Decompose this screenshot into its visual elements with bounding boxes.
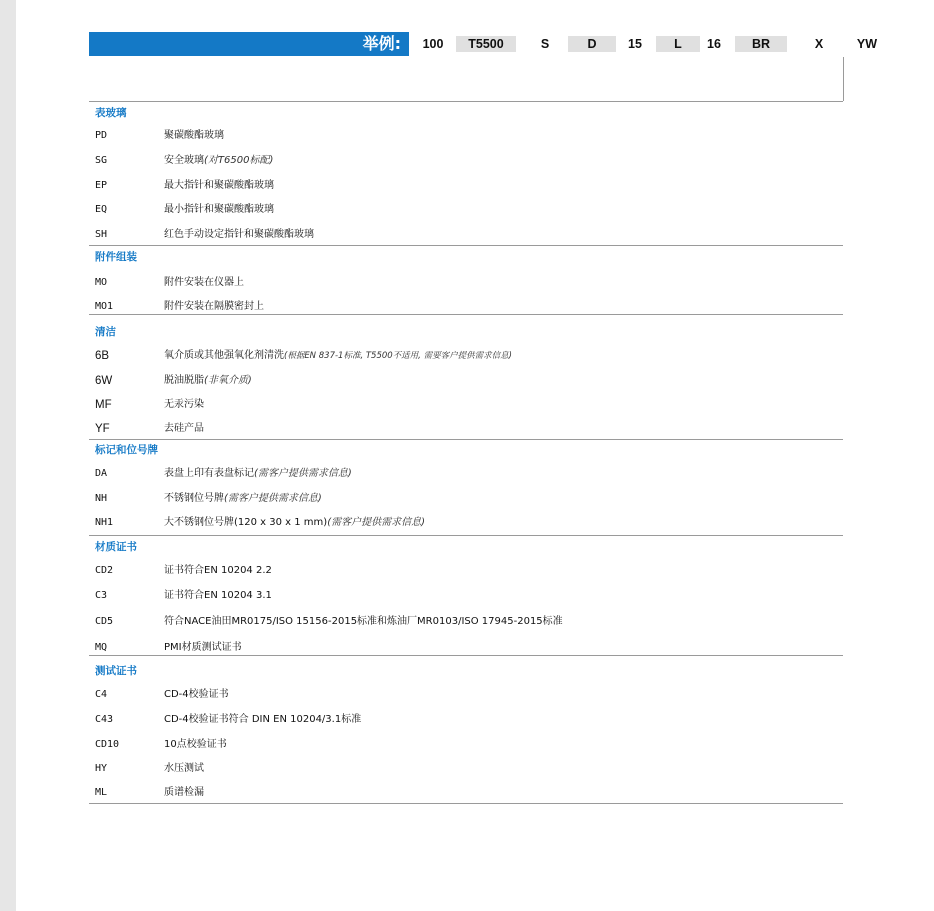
header-divider xyxy=(89,101,843,102)
example-label-bar xyxy=(89,32,409,56)
section-divider xyxy=(89,803,843,804)
option-desc-text: 附件安装在隔膜密封上 xyxy=(164,301,264,312)
option-code: MF xyxy=(95,399,112,411)
option-code: 6B xyxy=(95,350,110,362)
option-desc-text: 氧介质或其他强氧化剂清洗 xyxy=(164,350,284,361)
option-code: MO1 xyxy=(95,301,114,312)
option-code: NH1 xyxy=(95,517,114,528)
option-code: EQ xyxy=(95,204,108,215)
option-code: 6W xyxy=(95,375,113,387)
section-title-cleaning: 清洁 xyxy=(95,326,116,338)
option-desc xyxy=(164,516,425,530)
option-code: MQ xyxy=(95,642,108,653)
code-s: S xyxy=(540,37,550,51)
option-desc-text: 表盘上印有表盘标记 xyxy=(164,468,254,479)
section-title-test-cert: 测试证书 xyxy=(95,665,137,677)
option-desc-text: PMI材质测试证书 xyxy=(164,642,242,653)
option-desc xyxy=(164,615,563,629)
option-desc xyxy=(164,589,272,603)
option-desc xyxy=(164,398,204,412)
section-divider xyxy=(89,314,843,315)
code-16: 16 xyxy=(707,37,721,51)
option-desc xyxy=(164,179,274,193)
option-desc xyxy=(164,564,272,578)
section-divider xyxy=(89,535,843,536)
code-d: D xyxy=(568,36,616,52)
option-desc-text: 最小指针和聚碳酸酯玻璃 xyxy=(164,204,274,215)
section-divider xyxy=(89,655,843,656)
option-code: ML xyxy=(95,787,108,798)
option-note: (需客户提供需求信息) xyxy=(254,468,352,479)
option-desc-text: 符合NACE油田MR0175/ISO 15156-2015标准和炼油厂MR0103/ISO 17945-2015标准 xyxy=(164,616,563,627)
option-desc xyxy=(164,374,252,388)
option-desc-text: CD-4校验证书符合 DIN EN 10204/3.1标准 xyxy=(164,714,362,725)
option-note: (非氧介质) xyxy=(204,375,252,386)
section-title-marking: 标记和位号牌 xyxy=(95,444,158,456)
option-desc xyxy=(164,641,242,655)
option-desc xyxy=(164,203,274,217)
option-desc-text: 红色手动设定指针和聚碳酸酯玻璃 xyxy=(164,229,314,240)
code-l: L xyxy=(656,36,700,52)
option-code: CD5 xyxy=(95,616,114,627)
example-label: 举例: xyxy=(362,34,401,53)
option-desc-text: CD-4校验证书 xyxy=(164,689,229,700)
option-code: CD10 xyxy=(95,739,120,750)
option-desc-text: 脱油脱脂 xyxy=(164,375,204,386)
option-code: NH xyxy=(95,493,108,504)
option-desc-text: 证书符合EN 10204 3.1 xyxy=(164,590,272,601)
option-desc-text: 附件安装在仪器上 xyxy=(164,277,244,288)
code-range: 100 xyxy=(422,37,444,51)
code-yw: YW xyxy=(856,37,878,51)
option-desc xyxy=(164,422,204,436)
section-divider xyxy=(89,245,843,246)
option-note: (需客户提供需求信息) xyxy=(327,517,426,528)
option-desc xyxy=(164,129,224,143)
option-note: (根据EN 837-1标准, T5500不适用, 需要客户提供需求信息) xyxy=(284,351,512,361)
section-title-accessory: 附件组装 xyxy=(95,251,137,263)
option-code: DA xyxy=(95,468,108,479)
option-code: SG xyxy=(95,155,108,166)
option-desc-text: 去硅产品 xyxy=(164,423,204,434)
option-desc-text: 最大指针和聚碳酸酯玻璃 xyxy=(164,180,274,191)
option-desc-text: 不锈钢位号牌 xyxy=(164,493,224,504)
option-desc xyxy=(164,762,204,776)
option-desc-text: 无汞污染 xyxy=(164,399,204,410)
option-code: SH xyxy=(95,229,108,240)
left-margin-strip xyxy=(0,0,16,911)
option-desc xyxy=(164,713,361,727)
option-code: C4 xyxy=(95,689,108,700)
option-desc-text: 10点校验证书 xyxy=(164,739,227,750)
option-desc-text: 水压测试 xyxy=(164,763,204,774)
option-code: PD xyxy=(95,130,108,141)
code-x: X xyxy=(814,37,824,51)
section-title-material-cert: 材质证书 xyxy=(95,541,137,553)
option-desc-text: 聚碳酸酯玻璃 xyxy=(164,130,224,141)
option-desc xyxy=(164,349,512,363)
header-vertical-divider xyxy=(843,57,844,101)
option-code: C3 xyxy=(95,590,108,601)
option-desc xyxy=(164,300,264,314)
option-note: (需客户提供需求信息) xyxy=(224,493,322,504)
option-desc-text: 证书符合EN 10204 2.2 xyxy=(164,565,272,576)
option-desc xyxy=(164,276,244,290)
option-desc xyxy=(164,786,204,800)
option-code: CD2 xyxy=(95,565,114,576)
option-desc-text: 大不锈钢位号牌(120 x 30 x 1 mm) xyxy=(164,517,328,528)
option-code: EP xyxy=(95,180,108,191)
option-code: C43 xyxy=(95,714,114,725)
code-br: BR xyxy=(735,36,787,52)
option-code: HY xyxy=(95,763,108,774)
option-desc xyxy=(164,738,227,752)
section-divider xyxy=(89,439,843,440)
option-desc xyxy=(164,228,314,242)
option-desc xyxy=(164,467,352,481)
section-title-glass: 表玻璃 xyxy=(95,107,127,119)
option-code: MO xyxy=(95,277,108,288)
option-desc xyxy=(164,688,229,702)
option-desc-text: 安全玻璃 xyxy=(164,155,204,166)
code-15: 15 xyxy=(628,37,642,51)
code-model: T5500 xyxy=(456,36,516,52)
option-code: YF xyxy=(95,423,110,435)
option-desc xyxy=(164,492,322,506)
option-desc xyxy=(164,154,273,168)
option-note: (对T6500标配) xyxy=(204,155,274,166)
option-desc-text: 质谱检漏 xyxy=(164,787,204,798)
